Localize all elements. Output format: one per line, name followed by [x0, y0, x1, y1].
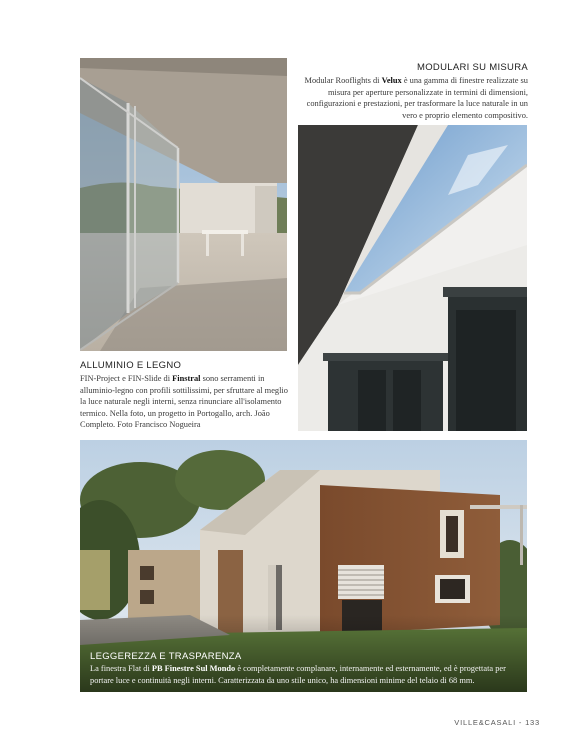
caption-text: sono serramenti in alluminio-legno con profili sottilissimi, per sfruttare al meglio la luce naturale negli interni, senza rinunciare all'isolamento termico. Nella foto, un progetto in Portogallo, arch. João Completo. Foto Francisco Nogueira: [80, 374, 288, 430]
caption-text: Modular Rooflights di: [304, 76, 382, 85]
caption-text: La finestra Flat di: [90, 664, 152, 673]
caption-text: è una gamma di finestre realizzate su misura per aperture personalizzate in termini di dimensioni, configurazioni e prestazioni, per trasformare la luce naturale in un vero e proprio elemento compositivo.: [306, 76, 528, 120]
caption-body: [80, 373, 290, 431]
photo-aluminium-windows: [80, 58, 287, 351]
photo-skylight: [298, 125, 527, 431]
caption-brand: Finstral: [172, 374, 201, 383]
caption-brand: PB Finestre Sul Mondo: [151, 664, 236, 673]
caption-title: MODULARI SU MISURA: [417, 62, 528, 73]
caption-title: ALLUMINIO E LEGNO: [80, 360, 182, 371]
caption-text: è completamente complanare, internamente ed esternamente, ed è progettata per portare luce e continuità negli interni. Caratterizzata da uno stile unico, ha dimensioni minime del telaio di 68 mm.: [90, 664, 506, 685]
skylight-illustration: [298, 125, 527, 431]
terrace-illustration: [80, 58, 287, 351]
caption-skylight: [300, 62, 528, 121]
caption-body: [90, 663, 522, 686]
page-folio: VILLE&CASALI - 133: [454, 718, 540, 727]
caption-flat: [90, 651, 522, 686]
caption-text: FIN-Project e FIN-Slide di: [80, 374, 173, 383]
caption-brand: Velux: [381, 76, 402, 85]
caption-body: [300, 75, 528, 121]
caption-aluminium: [80, 360, 290, 431]
caption-title: LEGGEREZZA E TRASPARENZA: [90, 651, 242, 662]
